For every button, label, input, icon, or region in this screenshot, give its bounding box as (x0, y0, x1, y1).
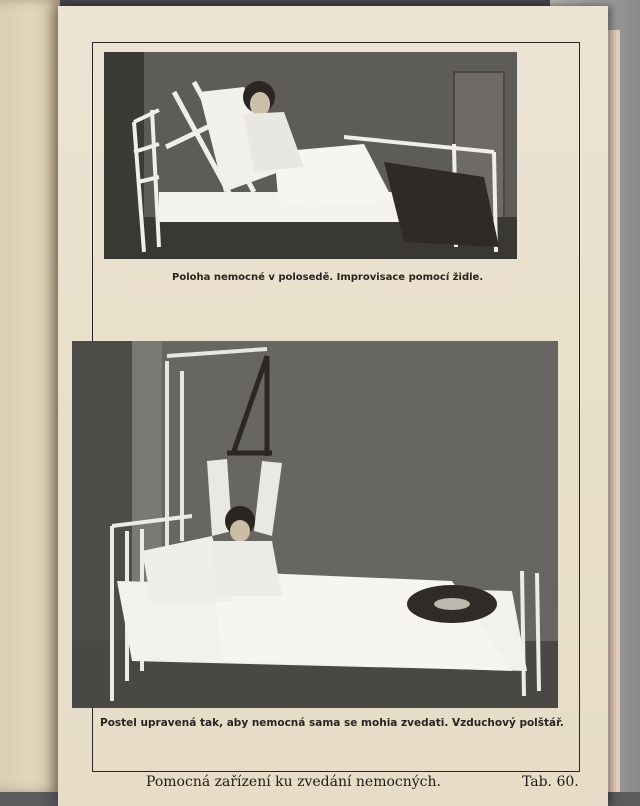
figure-2-illustration (72, 341, 558, 708)
figure-2-caption: Postel upravená tak, aby nemocná sama se mohia zvedati. Vzduchový polštář. (100, 717, 564, 729)
figure-2-photo (72, 341, 558, 708)
plate-number: Tab. 60. (522, 774, 579, 790)
figure-1-caption: Poloha nemocné v polosedě. Improvisace pomocí židle. (172, 272, 484, 283)
plate-title: Pomocná zařízení ku zvedání nemocných. (146, 774, 441, 790)
left-page-edge (0, 0, 60, 792)
figure-1-illustration (104, 52, 517, 259)
figure-1-photo (104, 52, 517, 259)
